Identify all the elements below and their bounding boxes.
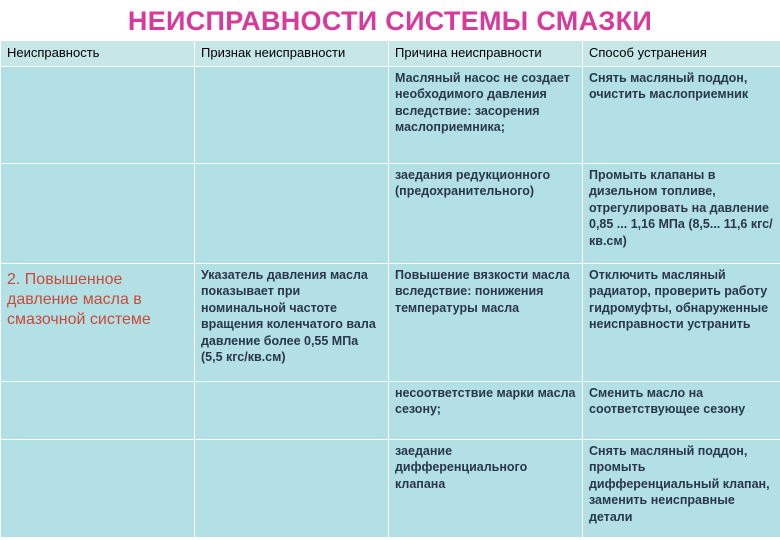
- faults-table: [0, 40, 780, 538]
- issue-cell: [1, 381, 195, 439]
- symptom-cell: [195, 163, 389, 263]
- issue-cell: [1, 163, 195, 263]
- fix-cell: Промыть клапаны в дизельном топливе, отрегулировать на давление 0,85 ... 1,16 МПа (8,5... 11,6 кгс/кв.см): [583, 163, 780, 263]
- table-row: [1, 439, 780, 537]
- issue-cell: 2. Повышенное давление масла в смазочной системе: [1, 263, 195, 381]
- table-row: [1, 66, 780, 163]
- header-cause: Причина неисправности: [389, 41, 583, 67]
- symptom-cell: Указатель давления масла показывает при номинальной частоте вращения коленчатого вала давление более 0,55 МПа (5,5 кгс/кв.см): [195, 263, 389, 381]
- symptom-cell: [195, 66, 389, 163]
- header-issue: Неисправность: [1, 41, 195, 67]
- cause-cell: заедания редукционного (предохранительного): [389, 163, 583, 263]
- fix-cell: Снять масляный поддон, очистить маслоприемник: [583, 66, 780, 163]
- table-header-row: [1, 41, 780, 67]
- fix-cell: Сменить масло на соответствующее сезону: [583, 381, 780, 439]
- fix-cell: Отключить масляный радиатор, проверить работу гидромуфты, обнаруженные неисправности устранить: [583, 263, 780, 381]
- header-fix: Способ устранения: [583, 41, 780, 67]
- issue-cell: [1, 439, 195, 537]
- page-title: НЕИСПРАВНОСТИ СИСТЕМЫ СМАЗКИ: [127, 6, 653, 36]
- symptom-cell: [195, 381, 389, 439]
- table-row: [1, 163, 780, 263]
- fix-cell: Снять масляный поддон, промыть дифференциальный клапан, заменить неисправные детали: [583, 439, 780, 537]
- cause-cell: Повышение вязкости масла вследствие: понижения температуры масла: [389, 263, 583, 381]
- header-symptom: Признак неисправности: [195, 41, 389, 67]
- cause-cell: заедание дифференциального клапана: [389, 439, 583, 537]
- symptom-cell: [195, 439, 389, 537]
- table-row: [1, 381, 780, 439]
- cause-cell: Масляный насос не создает необходимого давления вследствие: засорения маслоприемника;: [389, 66, 583, 163]
- cause-cell: несоответствие марки масла сезону;: [389, 381, 583, 439]
- issue-cell: [1, 66, 195, 163]
- table-row: [1, 263, 780, 381]
